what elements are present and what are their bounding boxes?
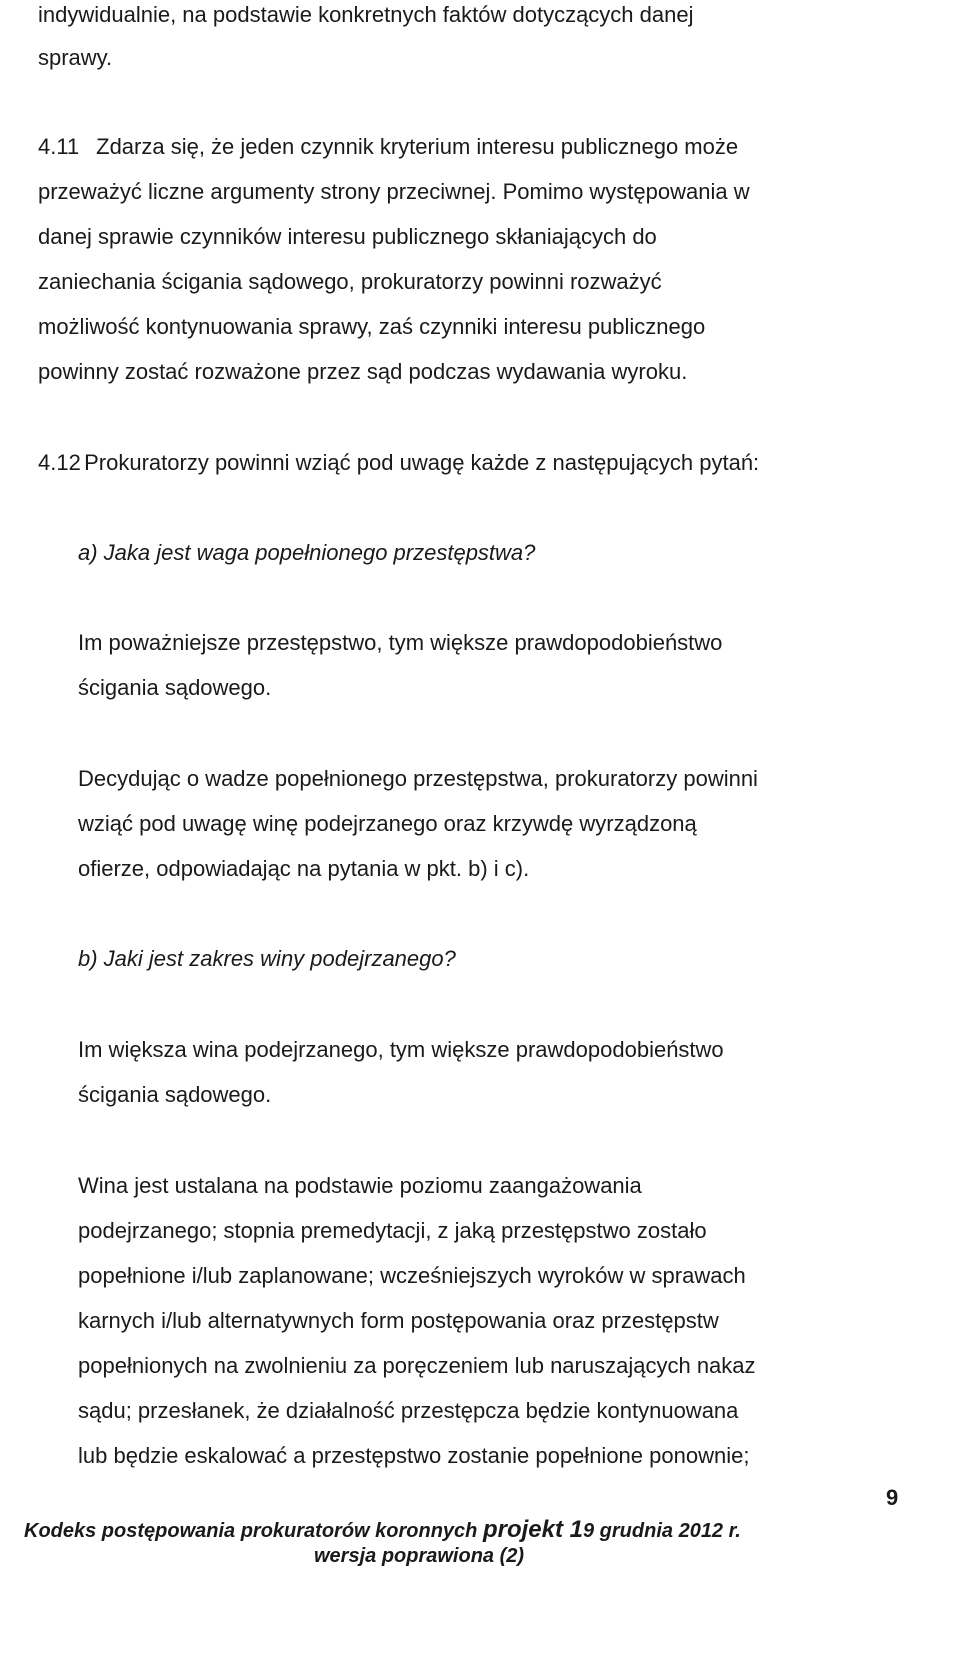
footer-title [24, 1518, 741, 1542]
body-text-line: karnych i/lub alternatywnych form postępowania oraz przestępstw [78, 1308, 719, 1333]
question-b: b) Jaki jest zakres winy podejrzanego? [78, 946, 456, 971]
body-text-line: Im poważniejsze przestępstwo, tym większe prawdopodobieństwo [78, 630, 723, 655]
question-a: a) Jaka jest waga popełnionego przestępstwa? [78, 540, 536, 565]
body-text-line: Zdarza się, że jeden czynnik kryterium interesu publicznego może [96, 134, 739, 159]
body-text-line: sprawy. [38, 45, 113, 70]
body-text-line: indywidualnie, na podstawie konkretnych faktów dotyczących danej [38, 2, 694, 27]
page-number: 9 [886, 1485, 899, 1510]
body-text-line: możliwość kontynuowania sprawy, zaś czynniki interesu publicznego [38, 314, 706, 339]
body-text-line: lub będzie eskalować a przestępstwo zostanie popełnione ponownie; [78, 1443, 750, 1468]
body-text-line: ofierze, odpowiadając na pytania w pkt. b) i c). [78, 856, 530, 881]
footer-title-part: 9 grudnia 2012 r. [583, 1520, 741, 1542]
section-number: 4.11 [38, 134, 80, 159]
footer-title-part: Kodeks postępowania prokuratorów koronnych [24, 1520, 483, 1542]
footer-title-part: projekt 1 [482, 1516, 583, 1543]
section-4-11 [38, 136, 738, 158]
body-text-line: popełnionych na zwolnieniu za poręczeniem lub naruszających nakaz [78, 1353, 756, 1378]
body-text-line: wziąć pod uwagę winę podejrzanego oraz krzywdę wyrządzoną [78, 811, 697, 836]
footer-version: wersja poprawiona (2) [314, 1545, 525, 1567]
body-text-line: powinny zostać rozważone przez sąd podczas wydawania wyroku. [38, 359, 688, 384]
body-text-line: sądu; przesłanek, że działalność przestępcza będzie kontynuowana [78, 1398, 739, 1423]
body-text-line: Decydując o wadze popełnionego przestępstwa, prokuratorzy powinni [78, 766, 758, 791]
body-text-line: zaniechania ścigania sądowego, prokuratorzy powinni rozważyć [38, 269, 662, 294]
body-text-line: ścigania sądowego. [78, 675, 272, 700]
body-text-line: Im większa wina podejrzanego, tym większe prawdopodobieństwo [78, 1037, 724, 1062]
body-text-line: podejrzanego; stopnia premedytacji, z jaką przestępstwo zostało [78, 1218, 707, 1243]
body-text-line: popełnione i/lub zaplanowane; wcześniejszych wyroków w sprawach [78, 1263, 746, 1288]
body-text-line: przeważyć liczne argumenty strony przeciwnej. Pomimo występowania w [38, 179, 750, 204]
body-text-line: danej sprawie czynników interesu publicznego skłaniających do [38, 224, 657, 249]
body-text-line: Prokuratorzy powinni wziąć pod uwagę każde z następujących pytań: [84, 450, 760, 475]
body-text-line: Wina jest ustalana na podstawie poziomu zaangażowania [78, 1173, 642, 1198]
section-4-12 [38, 452, 759, 474]
body-text-line: ścigania sądowego. [78, 1082, 272, 1107]
section-number: 4.12 [38, 450, 81, 475]
